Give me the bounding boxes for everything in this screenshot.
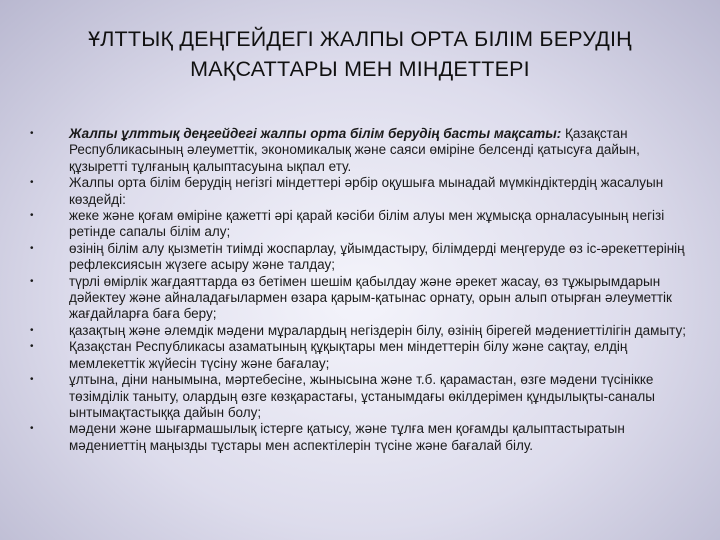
item-text: Қазақстан Республикасы азаматының құқықтары мен міндеттерін білу және сақтау, елдің мемлекеттік жүйесін түсіну және бағалау;	[69, 339, 628, 371]
list-item	[30, 241, 702, 274]
slide-title	[0, 24, 720, 84]
item-text: ұлтына, діни нанымына, мәртебесіне, жынысына және т.б. қарамастан, өзге мәдени түсінікке төзімділік таныту, олардың өзге көзқарастағы, ұстанымдағы өкілдерімен құндылықты-саналы ынтымақтастыққа дайын болу;	[69, 372, 655, 420]
list-item	[30, 126, 702, 175]
item-text: жеке және қоғам өміріне қажетті әрі қарай кәсіби білім алуы мен жұмысқа орналасуының негізі ретінде сапалы білім алу;	[69, 208, 665, 240]
item-lead: Жалпы ұлттық деңгейдегі жалпы орта білім берудің басты мақсаты:	[69, 126, 562, 141]
bullet-icon: •	[30, 128, 34, 139]
bullet-icon: •	[30, 242, 34, 254]
bullet-icon: •	[30, 324, 34, 336]
list-item	[30, 208, 702, 241]
list-item	[30, 323, 702, 339]
slide-title-line-2: МАҚСАТТАРЫ МЕН МІНДЕТТЕРІ	[190, 57, 530, 81]
list-item	[30, 175, 702, 208]
item-text: мәдени және шығармашылық істерге қатысу, және тұлға мен қоғамды қалыптастыратын мәдениеттің маңызды тұстары мен аспектілерін түсіне және бағалай білу.	[69, 421, 625, 453]
bullet-icon: •	[30, 341, 34, 353]
bullet-icon: •	[30, 423, 34, 435]
bullet-icon: •	[30, 210, 34, 222]
item-text: өзінің білім алу қызметін тиімді жоспарлау, ұйымдастыру, білімдерді меңгеруде өз іс-әрекеттерінің рефлексиясын жүзеге асыру және талдау;	[69, 240, 685, 273]
objectives-list	[30, 126, 702, 454]
list-item	[30, 274, 702, 323]
list-item	[30, 421, 702, 454]
bullet-icon: •	[30, 275, 34, 287]
slide-title-line-1: ҰЛТТЫҚ ДЕҢГЕЙДЕГІ ЖАЛПЫ ОРТА БІЛІМ БЕРУДІҢ	[88, 27, 632, 51]
list-item	[30, 372, 702, 421]
item-text: Қазақстан Республикасының әлеуметтік, экономикалық және саяси өміріне белсенді қатысуға дайын, құзыретті тұлғаның қалыптасуына ықпал ету.	[69, 126, 640, 174]
item-text: Жалпы орта білім берудің негізгі міндеттері әрбір оқушыға мынадай мүмкіндіктердің жасалуын көздейді:	[69, 175, 664, 207]
bullet-icon: •	[30, 374, 34, 386]
bullet-icon: •	[30, 177, 34, 189]
item-text: түрлі өмірлік жағдаяттарда өз бетімен шешім қабылдау және әрекет жасау, өз тұжырымдарын дәйектеу және айналадағылармен өзара қарым-қатынас орнату, орын алып отырған әлеуметтік жағдайларға баға беру;	[69, 273, 672, 322]
list-item	[30, 339, 702, 372]
item-text: қазақтың және әлемдік мәдени мұралардың негіздерін білу, өзінің бірегей мәдениеттілігін дамыту;	[69, 322, 686, 338]
